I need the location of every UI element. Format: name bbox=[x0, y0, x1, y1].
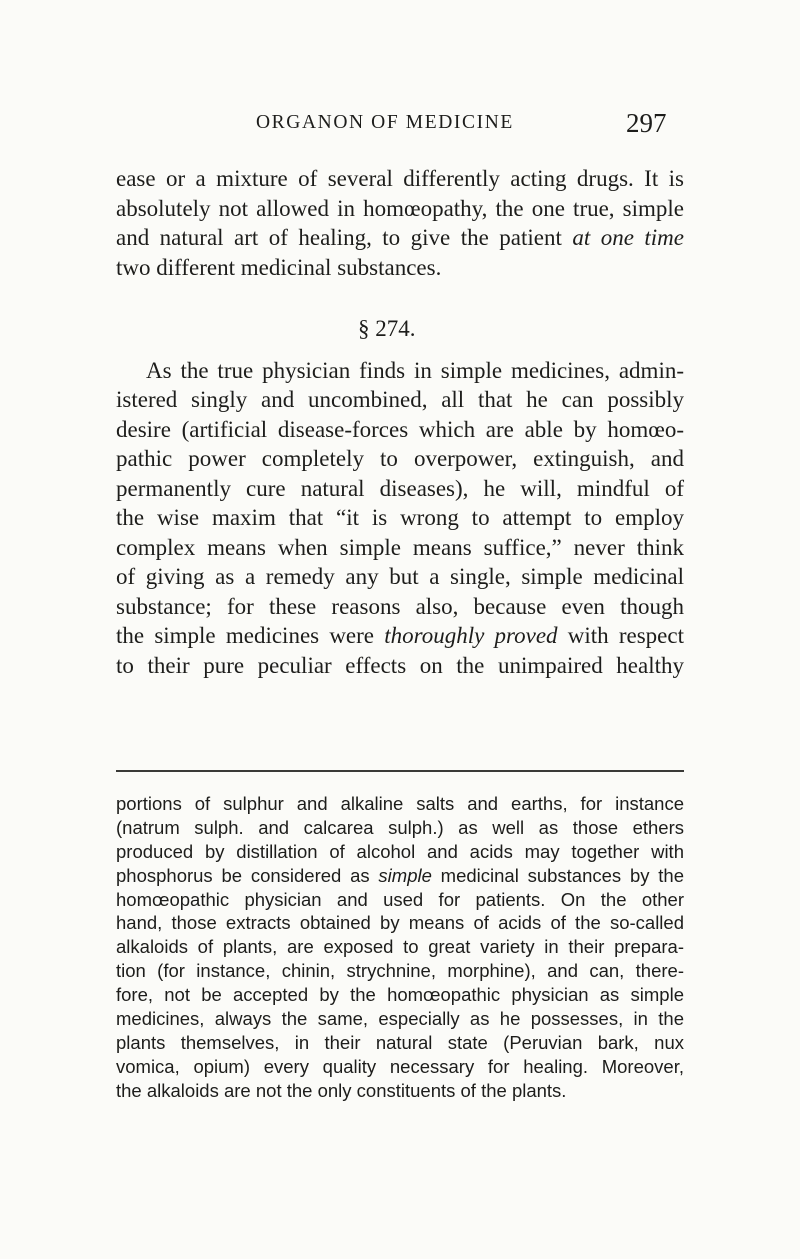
page-header bbox=[0, 108, 800, 142]
text-line: permanently cure natural diseases), he will, mindful of bbox=[116, 475, 684, 501]
page-number: 297 bbox=[626, 108, 667, 138]
section-heading: § 274. bbox=[358, 316, 416, 341]
footnote-line: the alkaloids are not the only constituents of the plants. bbox=[116, 1079, 567, 1101]
footnote-line: homœopathic physician and used for patients. On the other bbox=[116, 888, 684, 910]
paragraph-continuation bbox=[116, 164, 684, 282]
footnote-line: tion (for instance, chinin, strychnine, morphine), and can, there- bbox=[116, 960, 684, 982]
footnote-line: vomica, opium) every quality necessary for healing. Moreover, bbox=[116, 1055, 684, 1077]
text-line: absolutely not allowed in homœopathy, the one true, simple bbox=[116, 195, 684, 221]
text-line: of giving as a remedy any but a single, simple medicinal bbox=[116, 564, 684, 589]
text-span: with respect bbox=[557, 623, 684, 648]
running-head: ORGANON OF MEDICINE bbox=[256, 112, 514, 133]
footnote-line: plants themselves, in their natural state (Peruvian bark, nux bbox=[116, 1031, 684, 1053]
text-line: As the true physician finds in simple medicines, admin- bbox=[146, 357, 684, 383]
text-line: desire (artificial disease-forces which are able by homœo- bbox=[116, 416, 684, 442]
text-line: to their pure peculiar effects on the unimpaired healthy bbox=[116, 652, 684, 678]
footnote-line bbox=[116, 864, 684, 888]
footnote bbox=[116, 792, 684, 1103]
footnote-line: medicines, always the same, especially as he possesses, in the bbox=[116, 1008, 684, 1030]
text-line: the wise maxim that “it is wrong to attempt to employ bbox=[116, 505, 684, 530]
footnote-divider bbox=[116, 770, 684, 772]
text-line: pathic power completely to overpower, extinguish, and bbox=[116, 446, 684, 471]
emphasis-thoroughly-proved: thoroughly proved bbox=[384, 623, 558, 648]
emphasis-simple: simple bbox=[378, 864, 432, 886]
text-span: the simple medicines were bbox=[116, 623, 385, 648]
text-line: substance; for these reasons also, because even though bbox=[116, 593, 684, 619]
main-text bbox=[116, 164, 684, 680]
text-span: and natural art of healing, to give the patient bbox=[116, 225, 573, 250]
footnote-line: produced by distillation of alcohol and acids may together with bbox=[116, 840, 684, 862]
text-line: complex means when simple means suffice,” never think bbox=[116, 534, 684, 560]
text-line bbox=[116, 223, 684, 253]
text-line: ease or a mixture of several differently acting drugs. It is bbox=[116, 166, 684, 191]
text-line: two different medicinal substances. bbox=[116, 254, 442, 280]
footnote-line: hand, those extracts obtained by means of acids of the so-called bbox=[116, 912, 684, 934]
footnote-line: alkaloids of plants, are exposed to great variety in their prepara- bbox=[116, 936, 684, 958]
text-span: phosphorus be considered as bbox=[116, 864, 379, 886]
footnote-line: portions of sulphur and alkaline salts and earths, for instance bbox=[116, 793, 684, 814]
footnote-line: fore, not be accepted by the homœopathic physician as simple bbox=[116, 984, 684, 1006]
text-span: medicinal substances by the bbox=[431, 864, 684, 886]
footnote-line: (natrum sulph. and calcarea sulph.) as well as those ethers bbox=[116, 816, 684, 838]
text-line bbox=[116, 621, 684, 651]
paragraph-274 bbox=[116, 356, 684, 681]
emphasis-at-one-time: at one time bbox=[572, 225, 684, 250]
text-line: istered singly and uncombined, all that he can possibly bbox=[116, 387, 684, 412]
